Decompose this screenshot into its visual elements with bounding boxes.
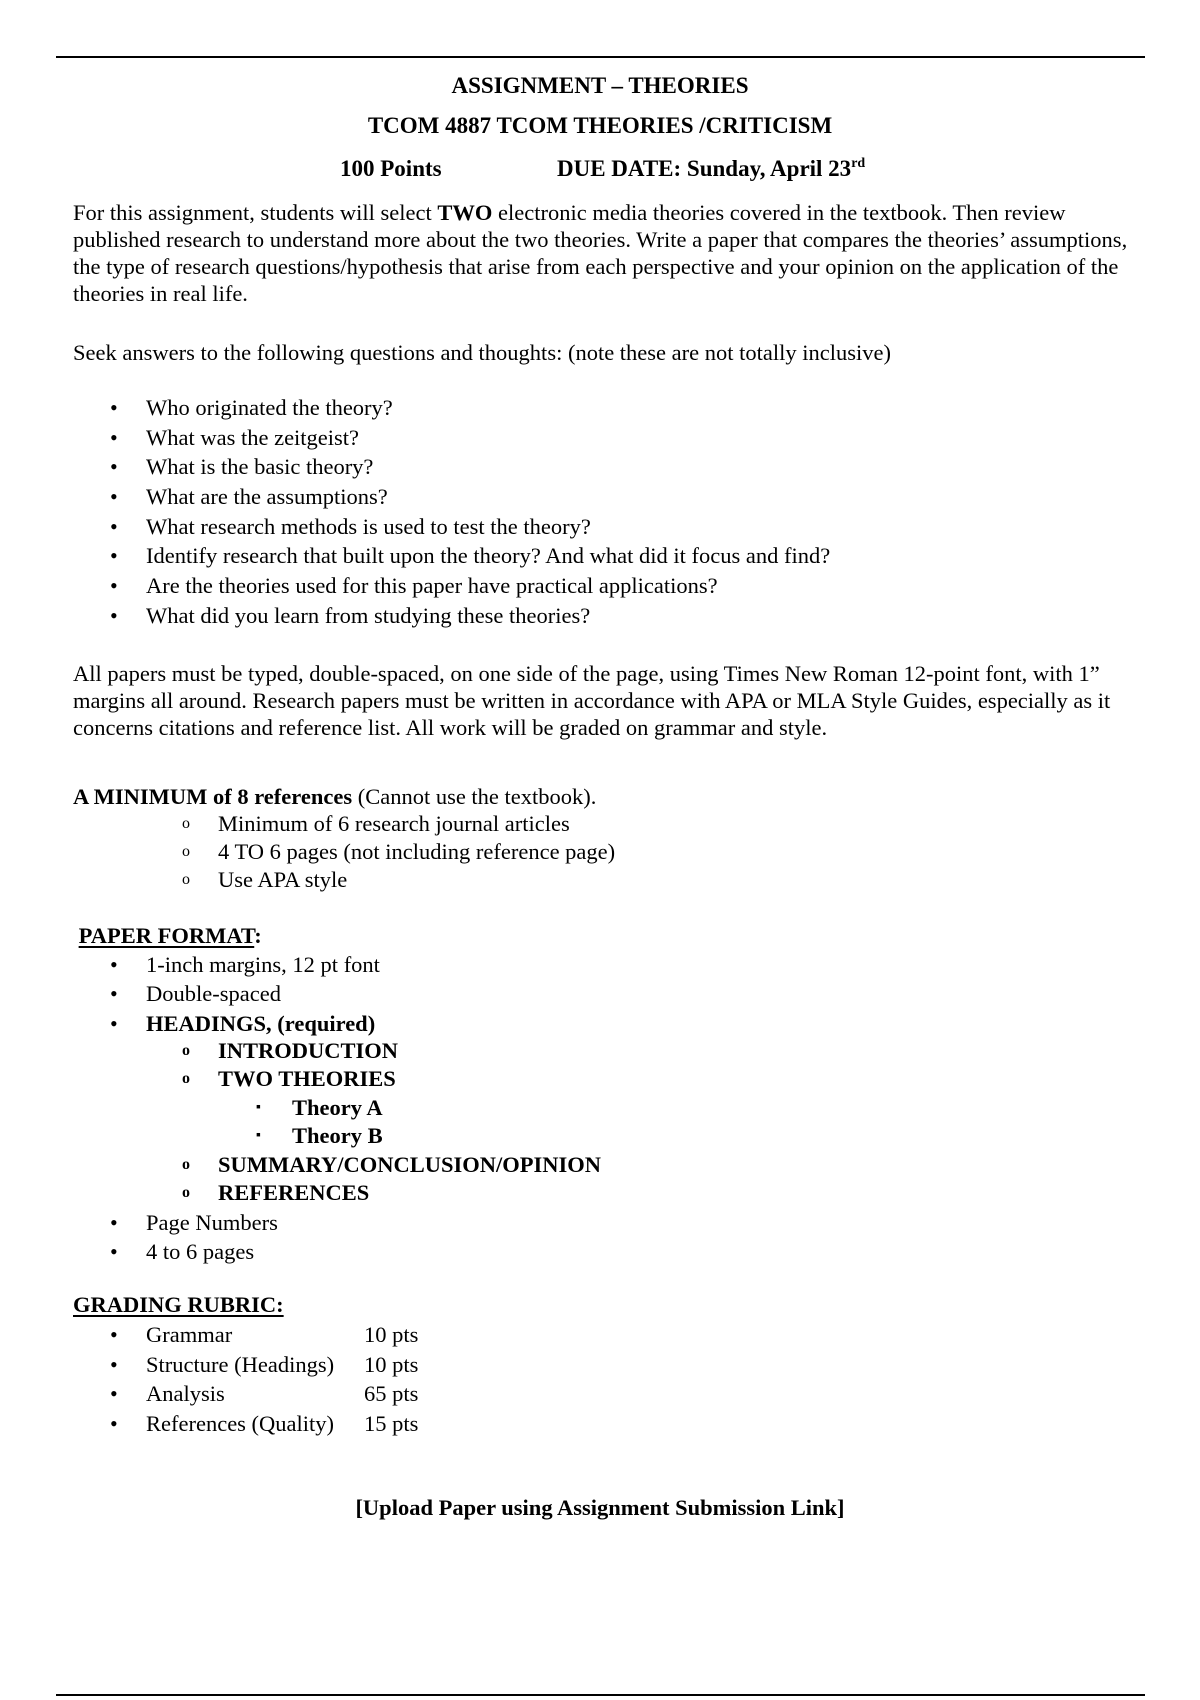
list-item: • Who originated the theory? bbox=[110, 395, 393, 420]
references-list bbox=[0, 810, 1200, 894]
format-paragraph: All papers must be typed, double-spaced, on one side of the page, using Times New Roman 12-point font, with 1” margins all around. Research papers must be written in accordance with APA or MLA Style Guides, especially as it concerns citations and reference list. All work will be graded on grammar and style. bbox=[73, 661, 1111, 740]
references-heading: A MINIMUM of 8 references (Cannot use the textbook). bbox=[73, 784, 597, 809]
list-item: • Double-spaced bbox=[110, 981, 281, 1007]
bottom-rule bbox=[56, 1694, 1145, 1696]
list-item: o REFERENCES bbox=[182, 1180, 370, 1205]
headings-sublist bbox=[0, 1037, 1200, 1093]
theory-b-item: ▪ Theory B bbox=[256, 1123, 383, 1148]
list-item: • HEADINGS, (required) bbox=[110, 1010, 376, 1036]
paper-format-list-2 bbox=[0, 1208, 1200, 1267]
list-item: • What are the assumptions? bbox=[110, 484, 388, 510]
points-value: 100 Points bbox=[340, 156, 442, 181]
list-item: • What research methods is used to test the theory? bbox=[110, 513, 591, 539]
course-title: TCOM 4887 TCOM THEORIES /CRITICISM bbox=[367, 113, 833, 138]
intro-paragraph: For this assignment, students will select TWO electronic media theories covered in the textbook. Then review published research to understand more about the two theories. Write a paper that compares the theories’ assumptions, the type of research questions/hypothesis that arise from each perspective and your opinion on the application of the theories in real life. bbox=[73, 200, 1128, 306]
theory-a-item: ▪ Theory A bbox=[256, 1095, 383, 1120]
due-date: DUE DATE: Sunday, April 23rd bbox=[557, 156, 866, 181]
list-item: • 4 to 6 pages bbox=[110, 1239, 255, 1265]
list-item: o Use APA style bbox=[182, 867, 348, 892]
list-item: • What was the zeitgeist? bbox=[110, 424, 360, 450]
assignment-title: ASSIGNMENT – THEORIES bbox=[451, 73, 749, 98]
paper-format-list bbox=[0, 950, 1200, 1038]
list-item: • Structure (Headings) 10 pts bbox=[110, 1351, 419, 1377]
headings-sublist-2 bbox=[0, 1151, 1200, 1207]
list-item: • Analysis 65 pts bbox=[110, 1381, 419, 1406]
list-item: • What did you learn from studying these theories? bbox=[110, 602, 591, 628]
upload-instruction: [Upload Paper using Assignment Submission Link] bbox=[355, 1495, 845, 1520]
list-item: o INTRODUCTION bbox=[182, 1038, 399, 1063]
grading-rubric-heading: GRADING RUBRIC: bbox=[73, 1292, 284, 1317]
list-item: o SUMMARY/CONCLUSION/OPINION bbox=[182, 1152, 601, 1177]
list-item: o 4 TO 6 pages (not including reference page) bbox=[182, 839, 616, 864]
questions-intro: Seek answers to the following questions and thoughts: (note these are not totally inclusive) bbox=[73, 340, 891, 365]
list-item: • Page Numbers bbox=[110, 1210, 278, 1235]
questions-list bbox=[0, 393, 1200, 631]
list-item: • 1-inch margins, 12 pt font bbox=[110, 952, 380, 977]
list-item: o Minimum of 6 research journal articles bbox=[182, 811, 570, 836]
grading-rubric-list bbox=[0, 1320, 1200, 1438]
list-item: • Identify research that built upon the theory? And what did it focus and find? bbox=[110, 543, 831, 569]
list-item: • Grammar 10 pts bbox=[110, 1322, 419, 1347]
list-item: • References (Quality) 15 pts bbox=[110, 1410, 419, 1436]
list-item: • Are the theories used for this paper have practical applications? bbox=[110, 573, 718, 599]
list-item: o TWO THEORIES bbox=[182, 1066, 396, 1091]
paper-format-heading: PAPER FORMAT: bbox=[78, 923, 262, 948]
top-rule bbox=[56, 56, 1145, 58]
list-item: • What is the basic theory? bbox=[110, 454, 374, 480]
